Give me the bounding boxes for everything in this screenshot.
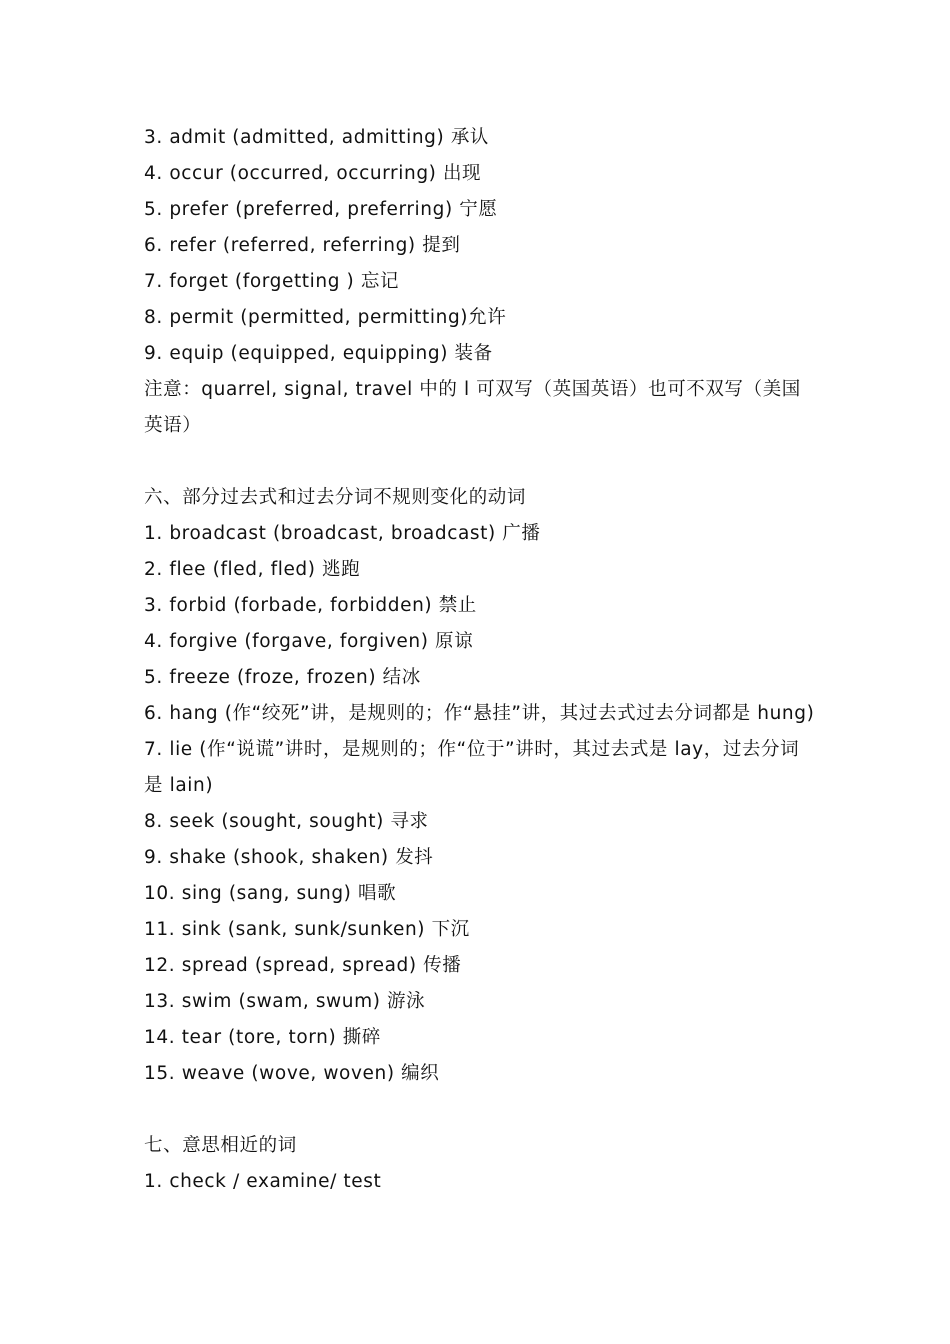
list-item: 12. spread (spread, spread) 传播	[144, 955, 462, 976]
list-item: 1. check / examine/ test	[144, 1171, 382, 1192]
list-item: 4. forgive (forgave, forgiven) 原谅	[144, 631, 474, 652]
paragraph-spacer	[144, 1092, 816, 1128]
list-item: 15. weave (wove, woven) 编织	[144, 1063, 440, 1084]
section-heading: 六、部分过去式和过去分词不规则变化的动词	[144, 487, 527, 508]
list-item: 3. forbid (forbade, forbidden) 禁止	[144, 595, 477, 616]
list-item: 10. sing (sang, sung) 唱歌	[144, 883, 397, 904]
list-item: 11. sink (sank, sunk/sunken) 下沉	[144, 919, 470, 940]
list-item: 4. occur (occurred, occurring) 出现	[144, 163, 482, 184]
list-item: 5. prefer (preferred, preferring) 宁愿	[144, 199, 498, 220]
list-item: 3. admit (admitted, admitting) 承认	[144, 127, 490, 148]
list-item: 13. swim (swam, swum) 游泳	[144, 991, 426, 1012]
list-item: 1. broadcast (broadcast, broadcast) 广播	[144, 523, 541, 544]
list-item: 14. tear (tore, torn) 撕碎	[144, 1027, 381, 1048]
section-heading: 七、意思相近的词	[144, 1135, 297, 1156]
list-item: 9. shake (shook, shaken) 发抖	[144, 847, 434, 868]
list-item: 8. permit (permitted, permitting)允许	[144, 307, 507, 328]
list-item: 8. seek (sought, sought) 寻求	[144, 811, 429, 832]
list-item: 7. forget (forgetting ) 忘记	[144, 271, 400, 292]
list-item: 5. freeze (froze, frozen) 结冰	[144, 667, 421, 688]
list-item: 6. refer (referred, referring) 提到	[144, 235, 461, 256]
note-paragraph: 注意：quarrel, signal, travel 中的 l 可双写（英国英语）也可不双写（美国英语）	[144, 379, 801, 436]
list-item: 6. hang (作“绞死”讲，是规则的；作“悬挂”讲，其过去式过去分词都是 hung)	[144, 703, 815, 724]
list-item: 9. equip (equipped, equipping) 装备	[144, 343, 493, 364]
document-content	[144, 120, 816, 1200]
paragraph-spacer	[144, 444, 816, 480]
list-item: 2. flee (fled, fled) 逃跑	[144, 559, 361, 580]
list-item: 7. lie (作“说谎”讲时，是规则的；作“位于”讲时，其过去式是 lay，过去分词是 lain)	[144, 739, 800, 796]
